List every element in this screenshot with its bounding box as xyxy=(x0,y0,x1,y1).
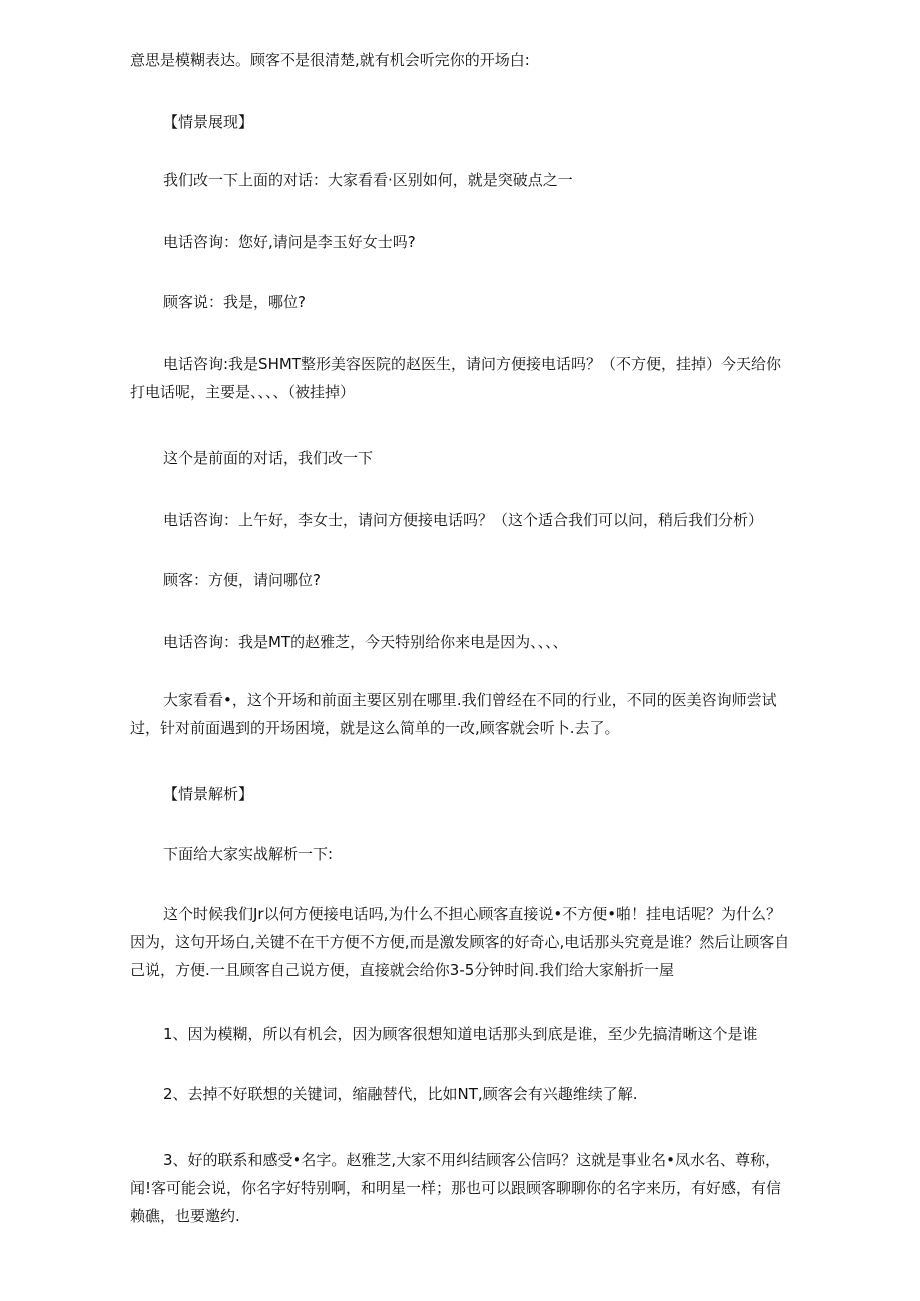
list-item-3: 3、好的联系和感受•名字。赵雅芝,大家不用纠结顾客公信吗？这就是事业名•凤水名、尊称，闻!客可能会说，你名字好特别啊，和明星一样；那也可以跟顾客聊聊你的名字来历，有好感，有信赖礁，也要邀约. xyxy=(130,1151,782,1225)
paragraph-customer-reply: 顾客说：我是，哪位? xyxy=(163,293,306,311)
section-heading-analysis: 【情景解析】 xyxy=(163,785,254,803)
paragraph-difference: 大家看看•，这个开场和前面主要区别在哪里.我们曾经在不同的行业，不同的医美咨询师尝试过，针对前面遇到的开场困境，就是这么简单的一改,顾客就会听卜.去了。 xyxy=(130,691,777,737)
paragraph-analysis-intro: 下面给大家实战解析一下: xyxy=(163,845,334,863)
paragraph-new-greeting: 电话咨询：上午好，李女士，请问方便接电话吗？（这个适合我们可以问，稍后我们分析） xyxy=(163,511,764,529)
paragraph-intro: 意思是模糊表达。顾客不是很清楚,就有机会听完你的开场白: xyxy=(130,51,530,69)
section-heading-scenario: 【情景展现】 xyxy=(163,113,254,131)
paragraph-call-greeting: 电话咨询：您好,请问是李玉好女士吗? xyxy=(163,233,416,251)
list-item-1: 1、因为模糊，所以有机会，因为顾客很想知道电话那头到底是谁，至少先搞清晰这个是谁 xyxy=(163,1025,758,1043)
list-item-2: 2、去掉不好联想的关键词，缩融替代，比如NT,顾客会有兴趣维续了解. xyxy=(163,1085,638,1103)
paragraph-customer-convenient: 顾客：方便，请问哪位? xyxy=(163,571,321,589)
paragraph-change-dialog: 我们改一下上面的对话：大家看看·区别如何，就是突破点之一 xyxy=(163,171,573,189)
paragraph-old-opening: 电话咨询:我是SHMT整形美容医院的赵医生，请问方便接电话吗？（不方便，挂掉）今天给你打电话呢，主要是、、、、（被挂掉） xyxy=(130,355,781,401)
paragraph-previous-dialog: 这个是前面的对话，我们改一下 xyxy=(163,449,374,467)
paragraph-analysis-detail: 这个时候我们Jr以何方便接电话吗,为什么不担心顾客直接说•不方便•啪！挂电话呢？为什么？因为，这句开场白,关键不在干方便不方便,而是激发顾客的好奇心,电话那头究竟是谁？然后让顾客自己说，方便.一且顾客自己说方便，直接就会给你3-5分钟时间.我们给大家斛折一屋 xyxy=(130,905,790,979)
paragraph-new-opening: 电话咨询：我是MT的赵雅芝，今天特别给你来电是因为、、、、 xyxy=(163,633,568,651)
